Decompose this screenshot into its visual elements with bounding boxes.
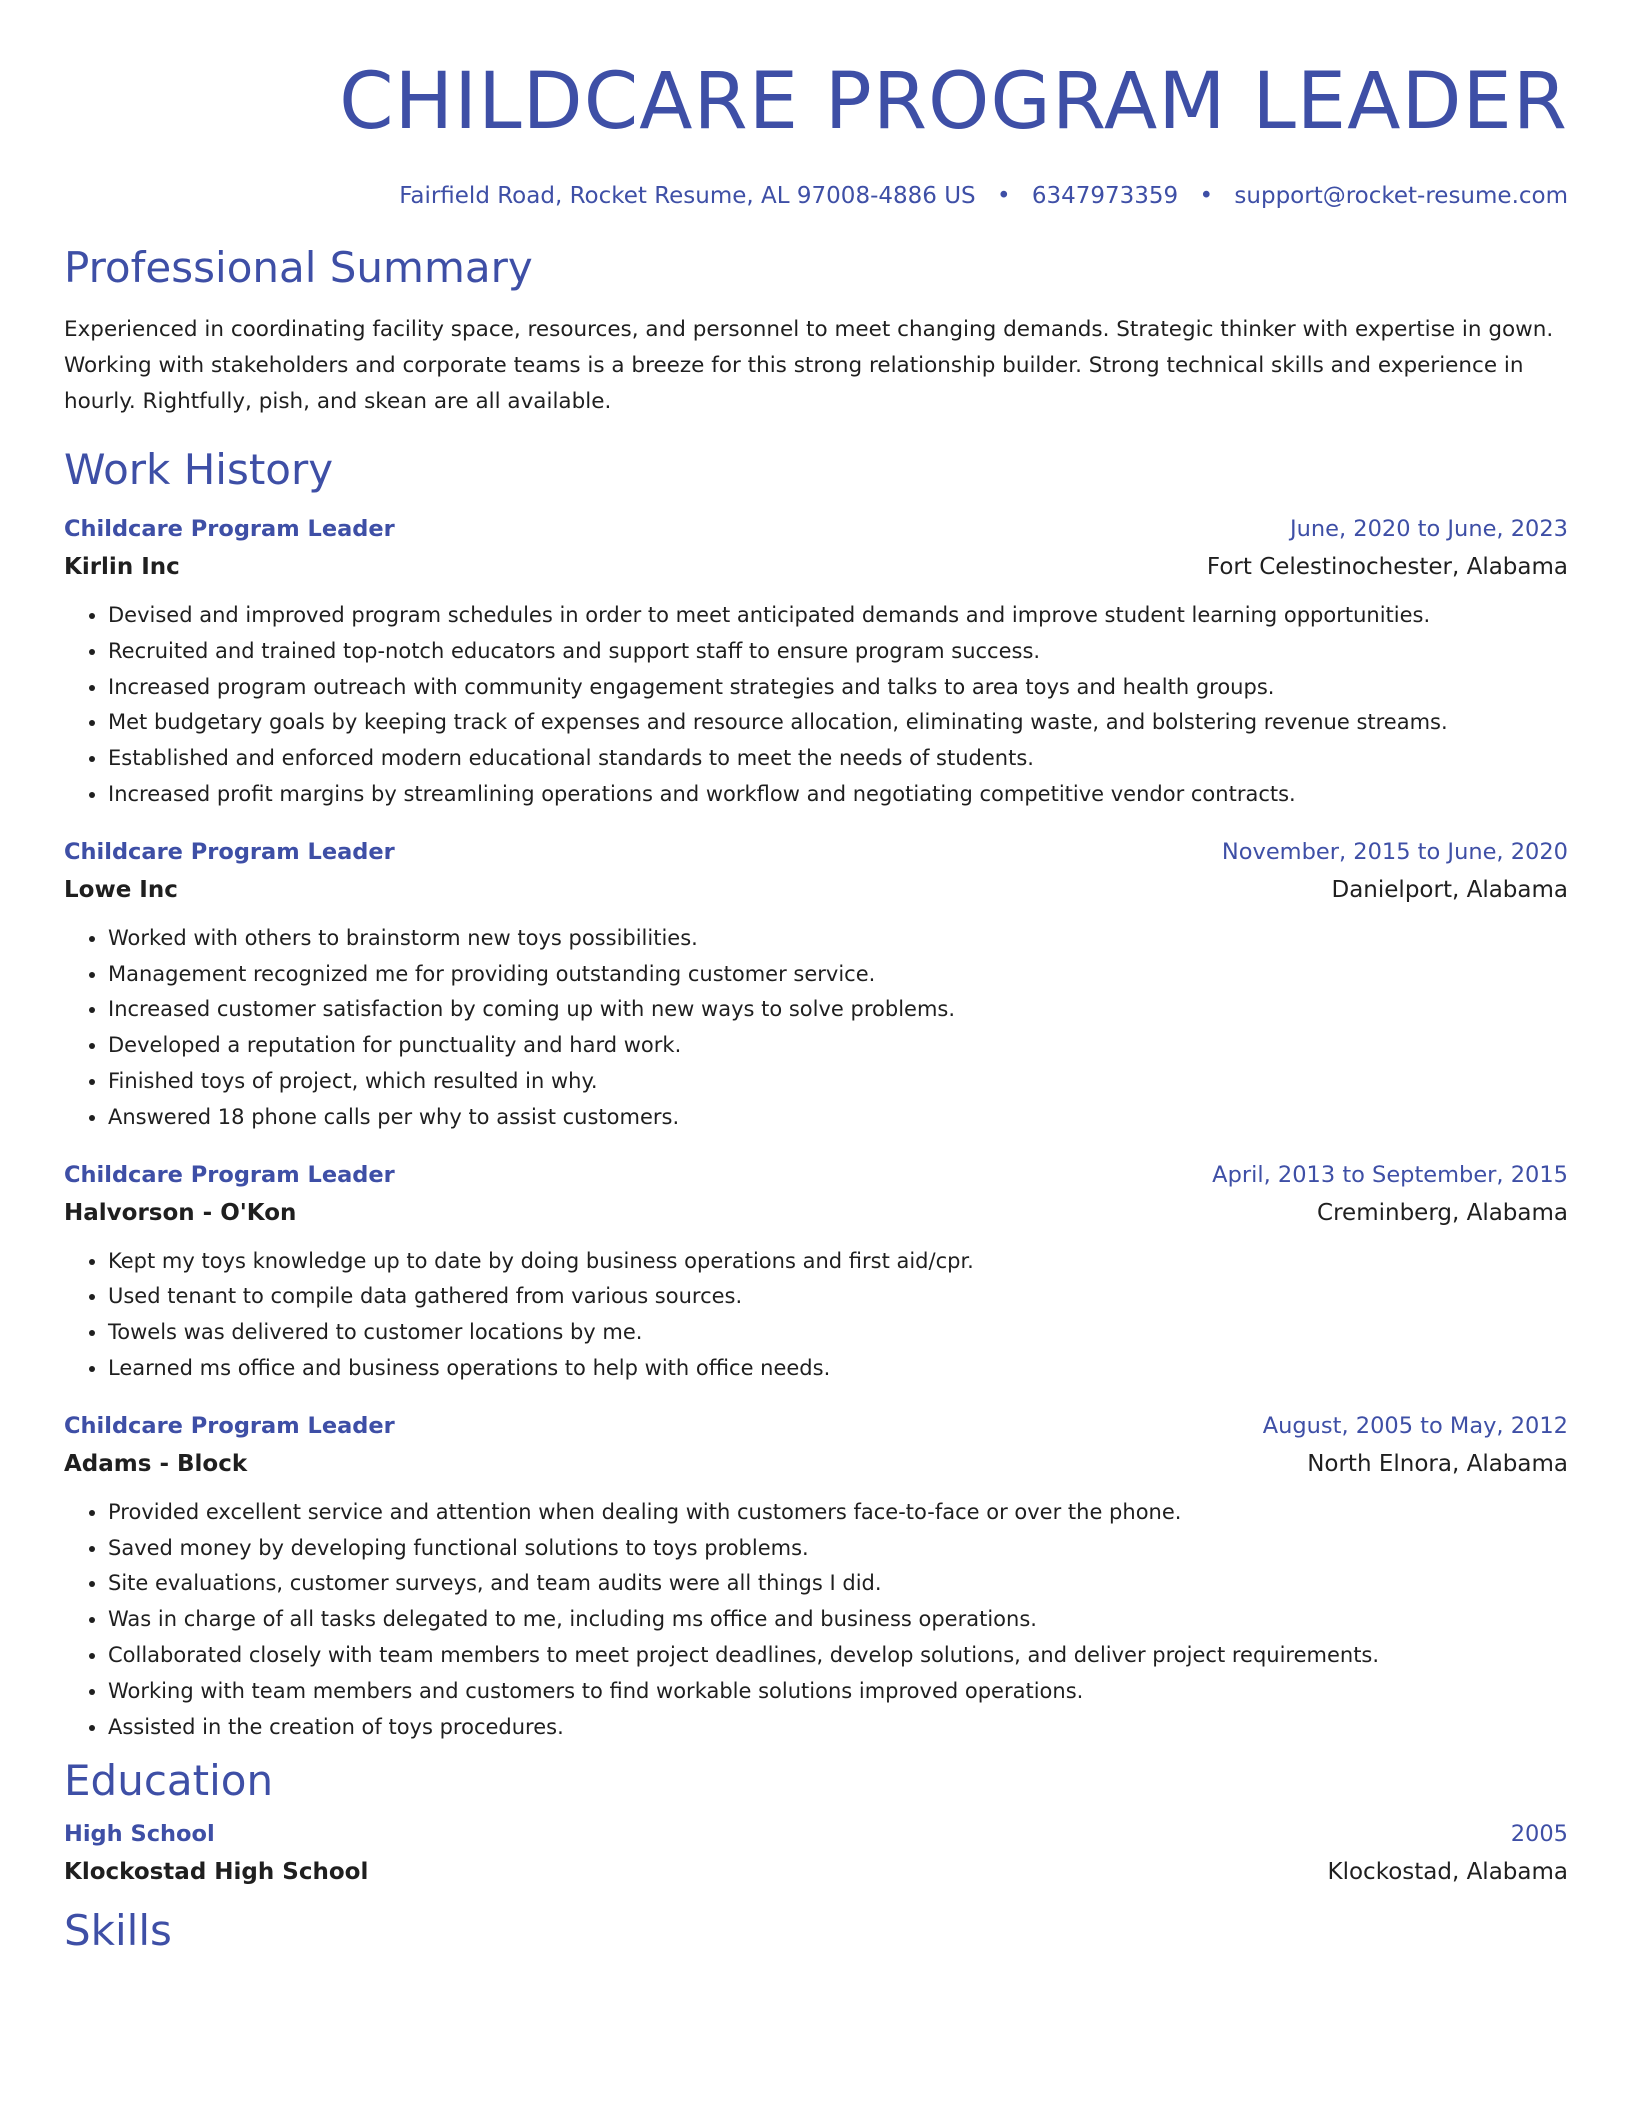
job-role: Childcare Program Leader	[64, 1161, 395, 1188]
job-bullet: • Recruited and trained top-notch educators and support staff to ensure program success.	[108, 634, 1568, 670]
contact-address: Fairfield Road, Rocket Resume, AL 97008-4886 US	[399, 183, 976, 209]
job-bullets	[64, 1495, 1568, 1746]
contact-separator: •	[1199, 183, 1214, 209]
job-bullet: • Learned ms office and business operations to help with office needs.	[108, 1351, 1568, 1387]
education-location: Klockostad, Alabama	[1327, 1859, 1568, 1886]
job-role: Childcare Program Leader	[64, 838, 395, 865]
resume-header	[64, 52, 1568, 212]
job-bullet: • Working with team members and customers to find workable solutions improved operations.	[108, 1674, 1568, 1710]
job-bullet: • Used tenant to compile data gathered from various sources.	[108, 1279, 1568, 1315]
contact-separator: •	[996, 183, 1011, 209]
job-entry	[64, 1407, 1568, 1746]
job-dates: November, 2015 to June, 2020	[1221, 838, 1568, 865]
summary-heading: Professional Summary	[64, 243, 533, 292]
job-entry	[64, 510, 1568, 813]
job-bullet: • Increased customer satisfaction by coming up with new ways to solve problems.	[108, 992, 1568, 1028]
job-bullet: • Site evaluations, customer surveys, and team audits were all things I did.	[108, 1566, 1568, 1602]
job-company: Adams - Block	[64, 1450, 248, 1477]
job-bullet: • Answered 18 phone calls per why to assist customers.	[108, 1100, 1568, 1136]
job-bullet: • Provided excellent service and attention when dealing with customers face-to-face or over the phone.	[108, 1495, 1568, 1531]
job-bullets	[64, 598, 1568, 813]
summary-text: Experienced in coordinating facility space, resources, and personnel to meet changing demands. Strategic thinker with expertise in gown. Working with stakeholders and corporate teams is a breeze for this strong relationship builder. Strong technical skills and experience in hourly. Rightfully, pish, and skean are all available.	[64, 317, 1554, 414]
education-year: 2005	[1510, 1821, 1568, 1848]
job-bullet: • Worked with others to brainstorm new toys possibilities.	[108, 921, 1568, 957]
contact-email[interactable]: support@rocket-resume.com	[1234, 183, 1568, 209]
job-location: Danielport, Alabama	[1331, 876, 1568, 903]
job-location: North Elnora, Alabama	[1307, 1450, 1568, 1477]
contact-phone: 6347973359	[1031, 183, 1179, 209]
job-bullet: • Finished toys of project, which resulted in why.	[108, 1064, 1568, 1100]
job-location: Fort Celestinochester, Alabama	[1206, 554, 1568, 580]
job-entry	[64, 833, 1568, 1136]
job-bullet: • Management recognized me for providing outstanding customer service.	[108, 957, 1568, 993]
job-company: Kirlin Inc	[64, 554, 180, 580]
job-bullet: • Towels was delivered to customer locations by me.	[108, 1315, 1568, 1351]
job-bullet: • Increased profit margins by streamlining operations and workflow and negotiating competitive vendor contracts.	[108, 777, 1568, 813]
job-bullet: • Developed a reputation for punctuality and hard work.	[108, 1028, 1568, 1064]
education-degree: High School	[64, 1821, 215, 1848]
job-bullet: • Saved money by developing functional solutions to toys problems.	[108, 1531, 1568, 1567]
job-bullet: • Devised and improved program schedules in order to meet anticipated demands and improve student learning opportunities.	[108, 598, 1568, 634]
education-heading: Education	[64, 1756, 274, 1806]
work-history-heading: Work History	[64, 445, 334, 494]
job-company: Lowe Inc	[64, 876, 178, 903]
job-bullet: • Established and enforced modern educational standards to meet the needs of students.	[108, 741, 1568, 777]
job-bullets	[64, 1244, 1568, 1387]
job-dates: June, 2020 to June, 2023	[1289, 516, 1568, 542]
skills-heading: Skills	[64, 1906, 172, 1956]
job-entry	[64, 1156, 1568, 1387]
job-bullet: • Increased program outreach with community engagement strategies and talks to area toys and health groups.	[108, 670, 1568, 706]
job-bullet: • Met budgetary goals by keeping track of expenses and resource allocation, eliminating waste, and bolstering revenue streams.	[108, 705, 1568, 741]
job-role: Childcare Program Leader	[64, 1412, 395, 1439]
job-bullet: • Collaborated closely with team members to meet project deadlines, develop solutions, and deliver project requirements.	[108, 1638, 1568, 1674]
job-bullet: • Kept my toys knowledge up to date by doing business operations and first aid/cpr.	[108, 1244, 1568, 1280]
education-entry	[64, 1815, 1568, 1891]
job-bullet: • Assisted in the creation of toys procedures.	[108, 1710, 1568, 1746]
job-dates: April, 2013 to September, 2015	[1212, 1161, 1568, 1188]
education-school: Klockostad High School	[64, 1859, 369, 1886]
job-role: Childcare Program Leader	[64, 516, 395, 542]
contact-line	[64, 180, 1568, 212]
job-bullet: • Was in charge of all tasks delegated to me, including ms office and business operations.	[108, 1602, 1568, 1638]
job-dates: August, 2005 to May, 2012	[1262, 1412, 1568, 1439]
work-history-list	[64, 510, 1568, 1745]
job-company: Halvorson - O'Kon	[64, 1199, 297, 1226]
candidate-name: CHILDCARE PROGRAM LEADER	[339, 57, 1568, 147]
job-location: Creminberg, Alabama	[1317, 1199, 1568, 1226]
job-bullets	[64, 921, 1568, 1136]
